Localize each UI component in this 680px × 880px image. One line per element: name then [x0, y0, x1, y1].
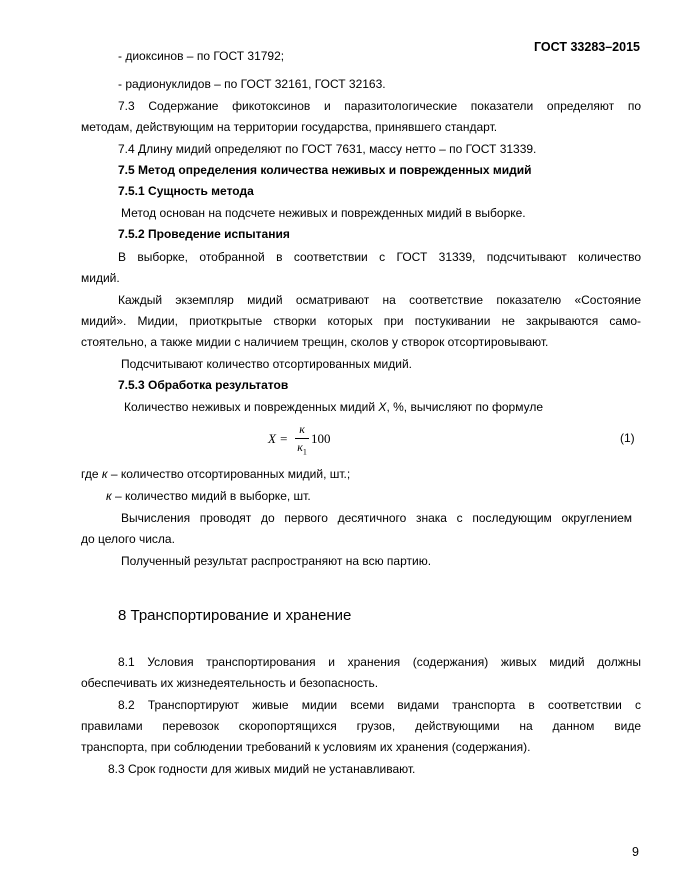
text-line: Метод основан на подсчете неживых и поврежденных мидий в выборке.	[121, 206, 526, 220]
paragraph-line: Вычисления проводят до первого десятичного знака с последующим округлением	[121, 511, 632, 525]
variable-x: X	[378, 400, 387, 414]
formula-1	[268, 423, 368, 459]
text-line: - радионуклидов – по ГОСТ 32161, ГОСТ 32163.	[118, 77, 386, 91]
paragraph-line: В выборке, отобранной в соответствии с ГОСТ 31339, подсчитывают количество	[118, 250, 641, 264]
heading-7-5: 7.5 Метод определения количества неживых и поврежденных мидий	[118, 163, 532, 177]
paragraph-line: 8.1 Условия транспортирования и хранения (содержания) живых мидий должны	[118, 655, 641, 669]
text-span: – количество отсортированных мидий, шт.;	[107, 467, 351, 481]
paragraph-8-3: 8.3 Срок годности для живых мидий не устанавливают.	[108, 762, 416, 776]
section-8-title: 8 Транспортирование и хранение	[118, 607, 352, 624]
paragraph-7-3-line-2: методам, действующим на территории государства, принявшего стандарт.	[81, 120, 498, 134]
text-span: Количество неживых и поврежденных мидий	[124, 400, 379, 414]
denominator-var: к	[297, 440, 303, 454]
text-line: Подсчитывают количество отсортированных мидий.	[121, 357, 412, 371]
text-line: Полученный результат распространяют на всю партию.	[121, 554, 432, 568]
page-number: 9	[632, 845, 639, 859]
equation-number: (1)	[620, 431, 635, 445]
formula-lhs: X =	[268, 431, 288, 446]
standard-code-header: ГОСТ 33283–2015	[534, 40, 640, 54]
text-span: – количество мидий в выборке, шт.	[111, 489, 311, 503]
denominator-subscript: 1	[302, 447, 307, 457]
paragraph-line: 8.2 Транспортируют живые мидии всеми видами транспорта в соответствии с	[118, 698, 641, 712]
formula-intro	[124, 399, 543, 415]
paragraph-line: стоятельно, а также мидии с наличием трещин, сколов у створок отсортировывают.	[81, 335, 549, 349]
formula-denominator	[294, 441, 310, 458]
paragraph-line: правилами перевозок скоропортящихся грузов, действующими на данном виде	[81, 719, 641, 733]
text-line: - диоксинов – по ГОСТ 31792;	[118, 49, 285, 63]
paragraph-7-4: 7.4 Длину мидий определяют по ГОСТ 7631, массу нетто – по ГОСТ 31339.	[118, 142, 537, 156]
paragraph-line: транспорта, при соблюдении требований к условиям их хранения (содержания).	[81, 740, 531, 754]
formula-coefficient: 100	[311, 431, 331, 446]
variable-k: к	[101, 467, 108, 481]
where-line-1	[81, 466, 350, 482]
heading-7-5-1: 7.5.1 Сущность метода	[118, 184, 254, 198]
formula-numerator: к	[299, 422, 305, 436]
paragraph-7-3-line-1: 7.3 Содержание фикотоксинов и паразитологические показатели определяют по	[118, 99, 641, 113]
paragraph-line: Каждый экземпляр мидий осматривают на соответствие показателю «Состояние	[118, 293, 641, 307]
heading-7-5-3: 7.5.3 Обработка результатов	[118, 378, 289, 392]
where-line-2	[106, 488, 311, 504]
text-span: где	[81, 467, 102, 481]
fraction-bar	[295, 438, 309, 439]
heading-7-5-2: 7.5.2 Проведение испытания	[118, 227, 290, 241]
text-span: , %, вычисляют по формуле	[386, 400, 543, 414]
paragraph-line: до целого числа.	[81, 532, 175, 546]
paragraph-line: мидий». Мидии, приоткрытые створки которых при постукивании не закрываются само-	[81, 314, 641, 328]
paragraph-line: обеспечивать их жизнедеятельность и безопасность.	[81, 676, 379, 690]
variable-k1: к	[106, 489, 112, 503]
paragraph-line: мидий.	[81, 271, 120, 285]
